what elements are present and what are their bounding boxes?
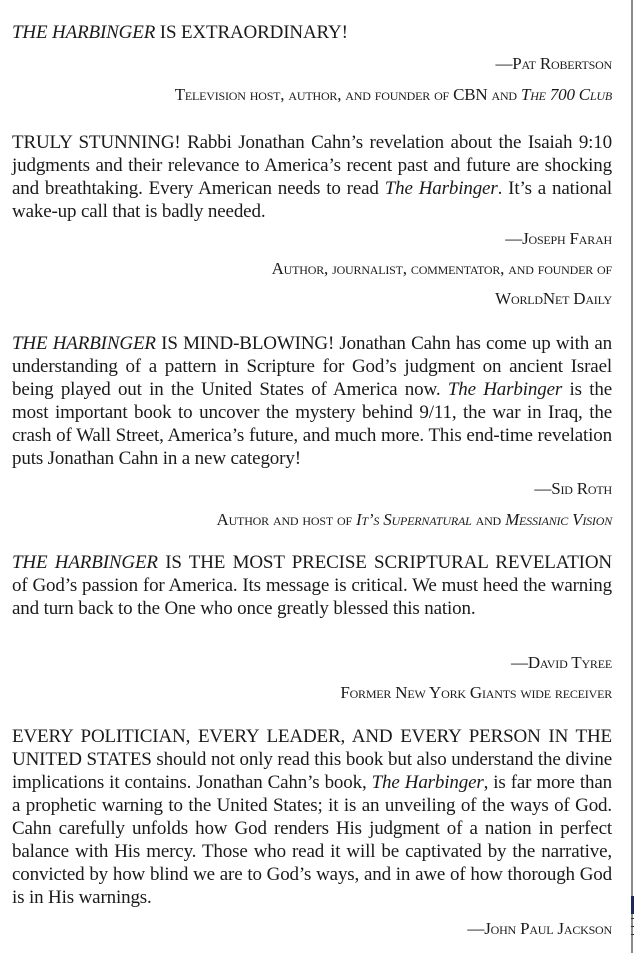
endorsement-quote xyxy=(12,332,612,470)
endorsement-quote xyxy=(12,21,612,44)
endorsement-quote xyxy=(12,131,612,223)
role-fragment: Author, journalist, commentator, and founder of xyxy=(271,259,612,278)
role-fragment: and xyxy=(471,510,506,529)
endorsement-quote xyxy=(12,551,612,620)
quote-fragment: IS EXTRAORDINARY! xyxy=(155,22,348,43)
role-fragment: Former New York Giants wide receiver xyxy=(340,683,612,702)
quote-fragment: THE HARBINGER xyxy=(12,552,158,573)
quote-fragment: THE HARBINGER xyxy=(12,22,156,43)
endorsement-quote xyxy=(12,725,612,909)
endorsement-attribution: —Sid Roth xyxy=(534,479,612,498)
role-fragment: Television host, author, and founder of CBN and xyxy=(174,85,521,104)
quote-fragment: , is far more than a prophetic warning to the United States; it is an unveiling of the ways of God. Cahn carefully unfolds how God renders His judgment of a nation in perfect balance with His mercy. Those who read it will be captivated by the narrative, convicted by how blind we are to God’s ways, and in awe of how thorough God is in His warnings. xyxy=(12,772,612,908)
quote-fragment: IS MIND-BLOWING! Jonathan Cahn has come up with an understanding of a pattern in Scripture for God’s judgment on ancient Israel being played out in the United States of America now. xyxy=(12,333,612,400)
endorsement-role xyxy=(175,85,612,105)
endorsement-attribution: —David Tyree xyxy=(511,653,612,672)
quote-fragment: The Harbinger xyxy=(371,772,484,793)
quote-fragment: . It’s a national wake-up call that is badly needed. xyxy=(12,178,612,222)
endorsement-role xyxy=(272,259,612,279)
role-fragment: WorldNet Daily xyxy=(495,289,612,308)
endorsement-role xyxy=(217,510,612,530)
quote-fragment: TRULY STUNNING! Rabbi Jonathan Cahn’s revelation about the Isaiah 9:10 judgments and their relevance to America’s recent past and future are shocking and breathtaking. Every American needs to read xyxy=(12,132,612,199)
quote-fragment: The Harbinger xyxy=(447,379,563,400)
endorsement-attribution: —Pat Robertson xyxy=(495,54,612,73)
role-fragment: Author and host of xyxy=(216,510,356,529)
quote-fragment: The Harbinger xyxy=(384,178,498,199)
quote-fragment: IS THE MOST PRECISE SCRIPTURAL REVELATION of God’s passion for America. Its message is critical. We must heed the warning and turn back to the One who once greatly blessed this nation. xyxy=(12,552,612,619)
role-fragment: It’s Supernatural xyxy=(356,510,472,529)
role-fragment: The 700 Club xyxy=(520,85,612,104)
quote-fragment: is the most important book to uncover the mystery behind 9/11, the war in Iraq, the crash of Wall Street, America’s future, and much more. This end-time revelation puts Jonathan Cahn in a new category! xyxy=(12,379,612,469)
endorsement-role xyxy=(340,683,612,703)
scrollbar-track[interactable] xyxy=(631,0,633,953)
endorsement-attribution: —John Paul Jackson xyxy=(467,919,612,938)
quote-fragment: THE HARBINGER xyxy=(12,333,156,354)
endorsement-role xyxy=(495,289,612,309)
role-fragment: Messianic Vision xyxy=(505,510,612,529)
endorsement-attribution: —Joseph Farah xyxy=(505,229,612,248)
quote-fragment: EVERY POLITICIAN, EVERY LEADER, AND EVERY PERSON IN THE UNITED STATES should not only read this book but also understand the divine implications it contains. Jonathan Cahn’s book, xyxy=(12,726,612,793)
